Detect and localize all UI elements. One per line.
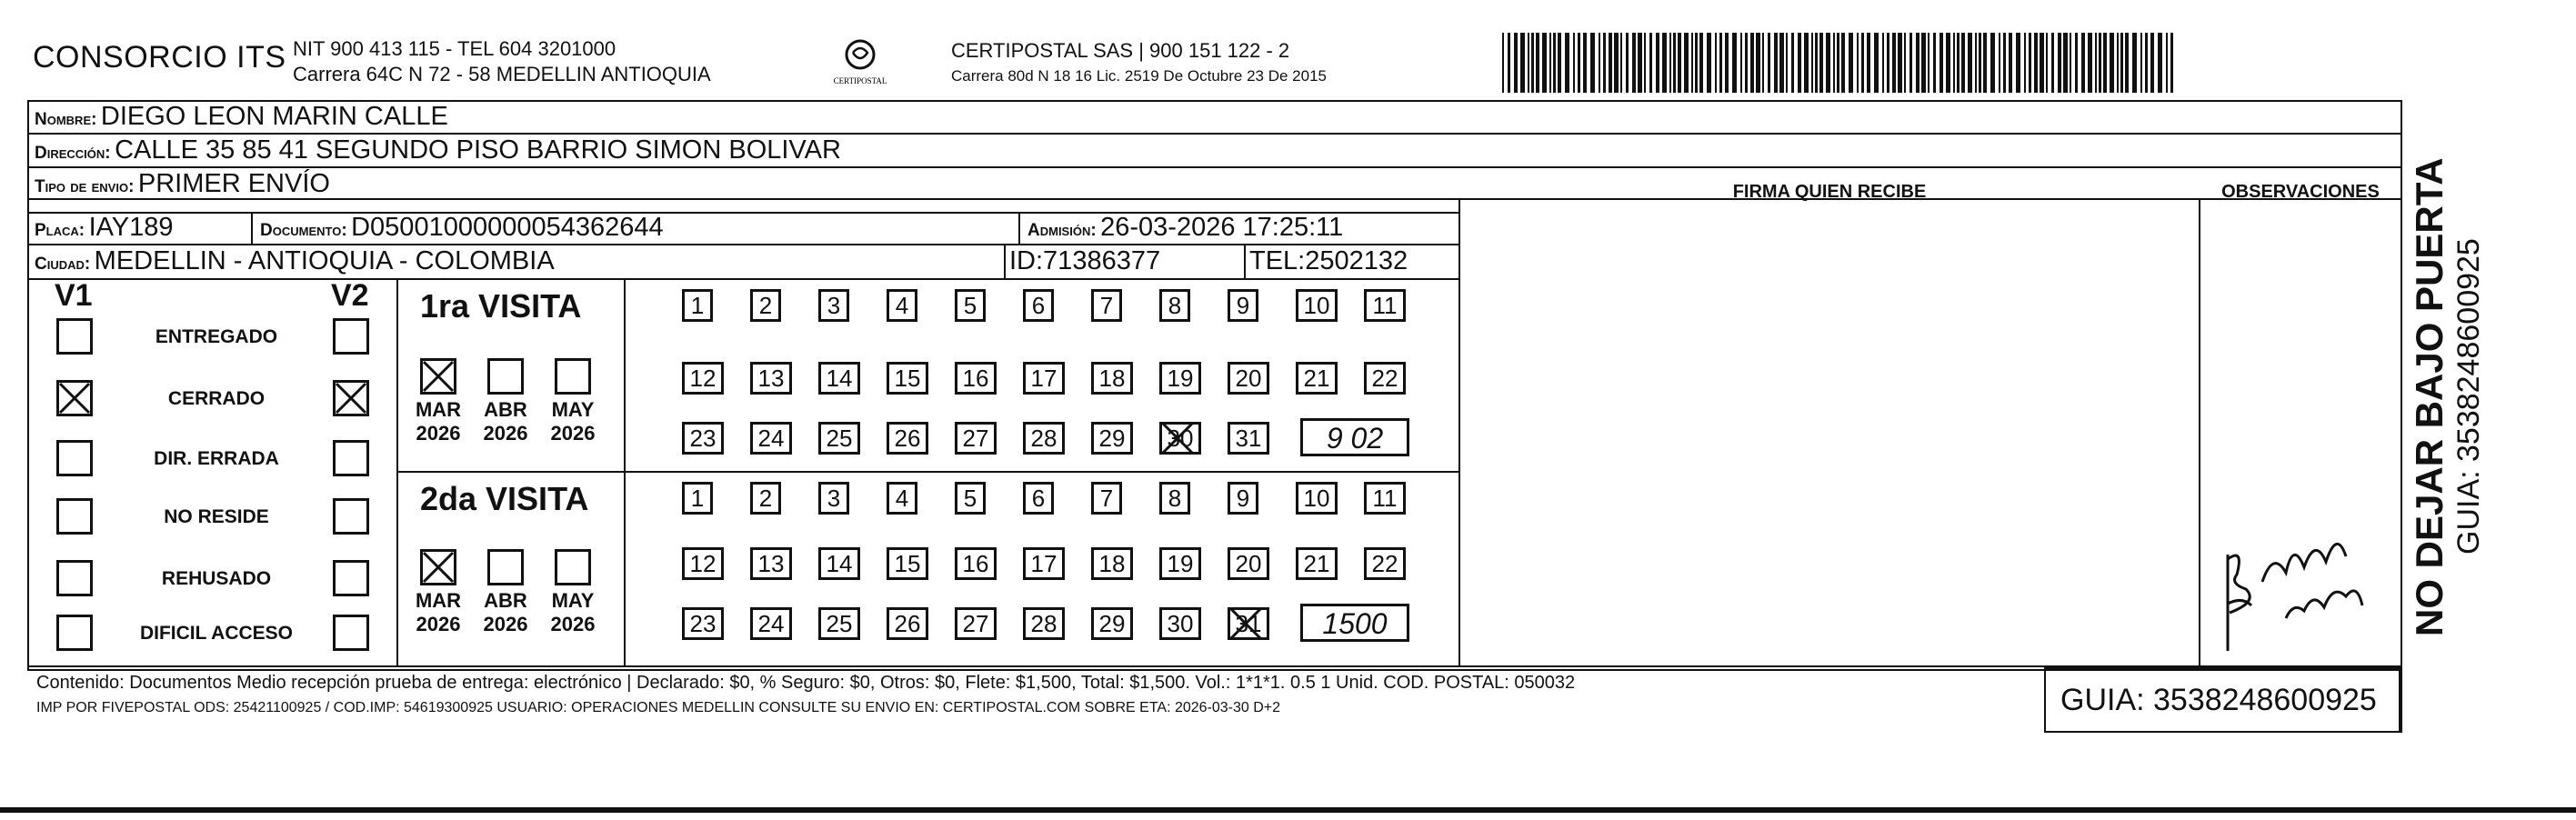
v2-checkbox bbox=[333, 318, 369, 355]
day-box: 4 bbox=[887, 482, 917, 515]
day-box: 28 bbox=[1023, 607, 1065, 640]
admision-value: 26-03-2026 17:25:11 bbox=[1100, 213, 1344, 242]
x-mark bbox=[333, 380, 369, 416]
day-box: 17 bbox=[1023, 362, 1065, 395]
day-box: 27 bbox=[955, 422, 997, 455]
tipo-envio-label: Tipo de envio: bbox=[35, 177, 135, 196]
day-box: 24 bbox=[750, 607, 792, 640]
bottom-rule bbox=[0, 807, 2576, 813]
day-box: 11 bbox=[1364, 482, 1406, 515]
ciudad-label: Ciudad: bbox=[35, 255, 91, 274]
nombre-row bbox=[35, 102, 448, 132]
x-mark bbox=[420, 358, 456, 395]
day-box: 10 bbox=[1296, 482, 1338, 515]
month-checkbox bbox=[555, 358, 591, 395]
month-checkbox bbox=[487, 358, 524, 395]
col-divider bbox=[1004, 244, 1006, 278]
status-label: NO RESIDE bbox=[164, 506, 269, 527]
month-label bbox=[478, 398, 533, 445]
col-divider bbox=[251, 212, 253, 244]
x-mark bbox=[56, 380, 93, 416]
month-name: MAR bbox=[415, 398, 462, 421]
admision-label: Admisión: bbox=[1027, 221, 1097, 240]
day-box: 17 bbox=[1023, 547, 1065, 580]
documento-label: Documento: bbox=[260, 221, 347, 240]
day-box: 12 bbox=[682, 362, 724, 395]
day-box: 3 bbox=[818, 482, 849, 515]
col-divider bbox=[2199, 198, 2200, 665]
day-box: 14 bbox=[818, 547, 860, 580]
day-box: 26 bbox=[887, 607, 928, 640]
day-box: 13 bbox=[750, 362, 792, 395]
placa-label: Placa: bbox=[35, 221, 85, 240]
address-line: Carrera 64C N 72 - 58 MEDELLIN ANTIOQUIA bbox=[293, 63, 711, 85]
status-label: REHUSADO bbox=[161, 568, 272, 589]
day-box: 12 bbox=[682, 547, 724, 580]
day-box: 1 bbox=[682, 289, 713, 322]
day-box: 31 bbox=[1228, 607, 1269, 640]
month-name: MAR bbox=[415, 589, 462, 612]
day-box: 19 bbox=[1159, 362, 1201, 395]
documento-value: D05001000000054362644 bbox=[351, 213, 664, 242]
guia-vertical: GUIA: 3538248600925 bbox=[2451, 238, 2486, 555]
day-box: 22 bbox=[1364, 547, 1406, 580]
day-box: 20 bbox=[1228, 362, 1269, 395]
day-box: 10 bbox=[1296, 289, 1338, 322]
day-box: 15 bbox=[887, 547, 928, 580]
month-name: MAY bbox=[551, 589, 595, 612]
day-box: 25 bbox=[818, 422, 860, 455]
v1-header: V1 bbox=[55, 278, 93, 313]
no-dejar-bajo-puerta: NO DEJAR BAJO PUERTA bbox=[2408, 157, 2451, 636]
day-box: 21 bbox=[1296, 362, 1338, 395]
day-box: 2 bbox=[750, 482, 781, 515]
day-box: 19 bbox=[1159, 547, 1201, 580]
id-value: ID:71386377 bbox=[1009, 246, 1161, 275]
row-divider bbox=[27, 166, 2402, 168]
admision-cell bbox=[1027, 213, 1343, 243]
day-box: 30 bbox=[1159, 422, 1201, 455]
v1-checkbox bbox=[56, 498, 93, 535]
col-divider bbox=[396, 278, 398, 665]
month-name: ABR bbox=[484, 398, 527, 421]
day-box: 5 bbox=[955, 289, 986, 322]
day-box: 30 bbox=[1159, 607, 1201, 640]
status-label: CERRADO bbox=[167, 388, 266, 409]
day-box: 13 bbox=[750, 547, 792, 580]
nombre-value: DIEGO LEON MARIN CALLE bbox=[100, 102, 448, 131]
day-box: 14 bbox=[818, 362, 860, 395]
day-box: 5 bbox=[955, 482, 986, 515]
row-divider bbox=[27, 133, 2402, 135]
x-mark bbox=[420, 549, 456, 585]
direccion-label: Dirección: bbox=[35, 144, 111, 163]
firma-header: FIRMA QUIEN RECIBE bbox=[1732, 182, 1927, 202]
month-checkbox bbox=[487, 549, 524, 585]
observaciones-header: OBSERVACIONES bbox=[2221, 182, 2380, 202]
day-box: 9 bbox=[1228, 482, 1258, 515]
month-year: 2026 bbox=[483, 613, 528, 635]
first-visit-title: 1ra VISITA bbox=[420, 287, 582, 325]
v2-header: V2 bbox=[331, 278, 369, 313]
month-label bbox=[546, 398, 600, 445]
day-box: 23 bbox=[682, 607, 724, 640]
day-box: 4 bbox=[887, 289, 917, 322]
row-divider bbox=[27, 278, 1460, 280]
month-label bbox=[478, 589, 533, 636]
day-box: 18 bbox=[1091, 547, 1133, 580]
month-checkbox bbox=[555, 549, 591, 585]
day-box: 20 bbox=[1228, 547, 1269, 580]
day-box: 28 bbox=[1023, 422, 1065, 455]
certipostal-logo bbox=[833, 36, 887, 95]
month-year: 2026 bbox=[550, 422, 596, 445]
col-divider bbox=[2401, 100, 2402, 733]
day-box: 15 bbox=[887, 362, 928, 395]
day-box: 8 bbox=[1159, 482, 1190, 515]
month-label bbox=[411, 589, 466, 636]
v2-checkbox bbox=[333, 560, 369, 596]
placa-cell bbox=[35, 213, 174, 243]
x-mark bbox=[1159, 420, 1196, 456]
col-divider bbox=[1244, 244, 1246, 278]
logo-caption: CERTIPOSTAL bbox=[833, 76, 887, 85]
day-box: 6 bbox=[1023, 482, 1054, 515]
day-box: 2 bbox=[750, 289, 781, 322]
day-box: 9 bbox=[1228, 289, 1258, 322]
v1-checkbox bbox=[56, 318, 93, 355]
handwritten-time-box: 9 02 bbox=[1300, 418, 1409, 456]
row-divider bbox=[396, 471, 1460, 473]
nombre-label: Nombre: bbox=[35, 110, 97, 129]
day-box: 1 bbox=[682, 482, 713, 515]
day-box: 3 bbox=[818, 289, 849, 322]
v1-checkbox bbox=[56, 440, 93, 476]
tel-value: TEL:2502132 bbox=[1249, 246, 1408, 275]
day-box: 25 bbox=[818, 607, 860, 640]
placa-value: IAY189 bbox=[88, 213, 174, 242]
x-mark bbox=[1228, 605, 1264, 642]
day-box: 7 bbox=[1091, 482, 1122, 515]
month-name: MAY bbox=[551, 398, 595, 421]
company-name: CONSORCIO ITS bbox=[33, 40, 286, 75]
col-divider bbox=[624, 278, 626, 665]
handwritten-time-box: 1500 bbox=[1300, 604, 1409, 642]
v2-checkbox bbox=[333, 440, 369, 476]
day-box: 21 bbox=[1296, 547, 1338, 580]
day-box: 22 bbox=[1364, 362, 1406, 395]
tipo-envio-value: PRIMER ENVÍO bbox=[137, 169, 330, 198]
tipo-envio-row bbox=[35, 169, 330, 199]
ciudad-cell bbox=[35, 246, 555, 276]
day-box: 31 bbox=[1228, 422, 1269, 455]
day-box: 8 bbox=[1159, 289, 1190, 322]
day-box: 18 bbox=[1091, 362, 1133, 395]
status-label: DIR. ERRADA bbox=[154, 448, 279, 469]
barcode bbox=[1502, 33, 2175, 93]
day-box: 29 bbox=[1091, 422, 1133, 455]
day-box: 16 bbox=[955, 547, 997, 580]
day-box: 24 bbox=[750, 422, 792, 455]
day-box: 6 bbox=[1023, 289, 1054, 322]
v1-checkbox bbox=[56, 615, 93, 651]
direccion-value: CALLE 35 85 41 SEGUNDO PISO BARRIO SIMON BOLIVAR bbox=[115, 135, 841, 165]
day-box: 27 bbox=[955, 607, 997, 640]
month-year: 2026 bbox=[483, 422, 528, 445]
month-label bbox=[546, 589, 600, 636]
v2-checkbox bbox=[333, 498, 369, 535]
documento-cell bbox=[260, 213, 664, 243]
col-divider bbox=[1018, 212, 1020, 244]
day-box: 16 bbox=[955, 362, 997, 395]
day-box: 29 bbox=[1091, 607, 1133, 640]
status-label: DIFICIL ACCESO bbox=[139, 623, 293, 644]
company-contact bbox=[293, 36, 711, 87]
day-box: 7 bbox=[1091, 289, 1122, 322]
contenido-line: Contenido: Documentos Medio recepción prueba de entrega: electrónico | Declarado: $0, % Seguro: $0, Otros: $0, Flete: $1,500, Total: $1,500. Vol.: 1*1*1. 0.5 1 Unid. COD. POSTAL: 050032 bbox=[36, 673, 1576, 693]
month-year: 2026 bbox=[550, 613, 596, 635]
month-label bbox=[411, 398, 466, 445]
guia-number: GUIA: 3538248600925 bbox=[2044, 667, 2401, 733]
day-box: 23 bbox=[682, 422, 724, 455]
day-box: 26 bbox=[887, 422, 928, 455]
month-year: 2026 bbox=[416, 613, 461, 635]
second-visit-title: 2da VISITA bbox=[420, 480, 589, 517]
col-divider bbox=[1458, 198, 1460, 665]
v1-checkbox bbox=[56, 560, 93, 596]
month-name: ABR bbox=[484, 589, 527, 612]
month-year: 2026 bbox=[416, 422, 461, 445]
direccion-row bbox=[35, 135, 841, 165]
nit-line: NIT 900 413 115 - TEL 604 3201000 bbox=[293, 37, 616, 60]
certipostal-info bbox=[951, 38, 1327, 89]
certipostal-line2: Carrera 80d N 18 16 Lic. 2519 De Octubre 23 De 2015 bbox=[951, 67, 1327, 85]
day-box: 11 bbox=[1364, 289, 1406, 322]
impresion-line: IMP POR FIVEPOSTAL ODS: 25421100925 / COD.IMP: 54619300925 USUARIO: OPERACIONES MEDELLIN CONSULTE SU ENVIO EN: CERTIPOSTAL.COM SOBRE ETA: 2026-03-30 D+2 bbox=[36, 700, 1281, 715]
v2-checkbox bbox=[333, 615, 369, 651]
status-label: ENTREGADO bbox=[155, 326, 278, 347]
certipostal-line1: CERTIPOSTAL SAS | 900 151 122 - 2 bbox=[951, 39, 1290, 62]
ciudad-value: MEDELLIN - ANTIOQUIA - COLOMBIA bbox=[94, 246, 555, 275]
